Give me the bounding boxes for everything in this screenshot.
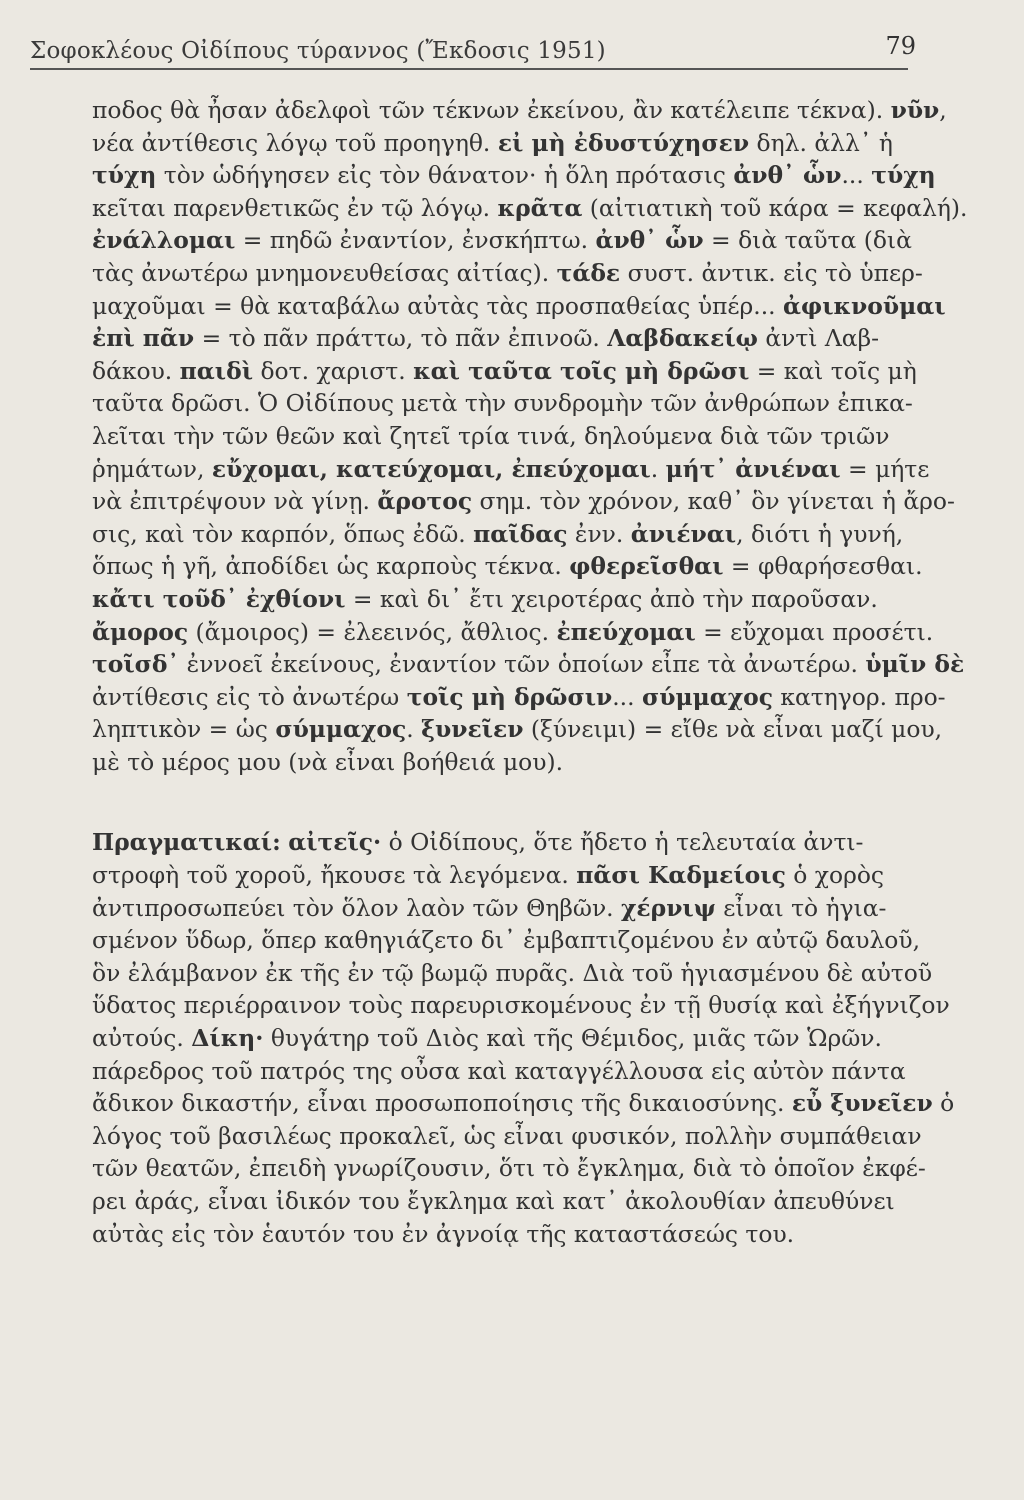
- running-title: Σοφοκλέους Οἰδίπους τύραννος (Ἔκδοσις 1951): [30, 38, 606, 64]
- commentary-paragraph-1: [92, 94, 968, 778]
- text-line: μαχοῦμαι = θὰ καταβάλω αὐτὰς τὰς προσπαθείας ὑπέρ... ἀφικνοῦμαι: [92, 291, 946, 320]
- text-line: μὲ τὸ μέρος μου (νὰ εἶναι βοήθειά μου).: [92, 747, 564, 776]
- text-line: νὰ ἐπιτρέψουν νὰ γίνῃ. ἄροτος σημ. τὸν χρόνον, καθ᾽ ὃν γίνεται ἡ ἄρο-: [92, 487, 955, 516]
- text-line: τοῖσδ᾽ ἐννοεῖ ἐκείνους, ἐναντίον τῶν ὁποίων εἶπε τὰ ἀνωτέρω. ὑμῖν δὲ: [92, 650, 965, 679]
- text-line: ὅπως ἡ γῆ, ἀποδίδει ὡς καρποὺς τέκνα. φθερεῖσθαι = φθαρήσεσθαι.: [92, 552, 923, 581]
- text-line: ρει ἀράς, εἶναι ἰδικόν του ἔγκλημα καὶ κατ᾽ ἀκολουθίαν ἀπευθύνει: [92, 1187, 895, 1215]
- text-line: νέα ἀντίθεσις λόγῳ τοῦ προηγηθ. εἰ μὴ ἐδυστύχησεν δηλ. ἀλλ᾽ ἡ: [92, 128, 893, 157]
- commentary-paragraph-2: [92, 826, 955, 1250]
- text-line: σμένον ὕδωρ, ὅπερ καθηγιάζετο δι᾽ ἐμβαπτιζομένου ἐν αὐτῷ δαυλοῦ,: [92, 926, 921, 955]
- text-line: τῶν θεατῶν, ἐπειδὴ γνωρίζουσιν, ὅτι τὸ ἔγκλημα, διὰ τὸ ὁποῖον ἐκφέ-: [92, 1154, 926, 1183]
- text-line: λεῖται τὴν τῶν θεῶν καὶ ζητεῖ τρία τινά, δηλούμενα διὰ τῶν τριῶν: [92, 421, 890, 450]
- text-line: τύχη τὸν ὡδήγησεν εἰς τὸν θάνατον· ἡ ὅλη πρότασις ἀνθ᾽ ὧν... τύχη: [92, 161, 936, 190]
- page-number: 79: [885, 32, 916, 60]
- text-line: λόγος τοῦ βασιλέως προκαλεῖ, ὡς εἶναι φυσικόν, πολλὴν συμπάθειαν: [92, 1121, 922, 1150]
- text-line: ληπτικὸν = ὡς σύμμαχος. ξυνεῖεν (ξύνειμι) = εἴθε νὰ εἶναι μαζί μου,: [92, 715, 943, 744]
- text-line: αὐτούς. Δίκη· θυγάτηρ τοῦ Διὸς καὶ τῆς Θέμιδος, μιᾶς τῶν Ὡρῶν.: [92, 1024, 882, 1053]
- text-line: ἀντιπροσωπεύει τὸν ὅλον λαὸν τῶν Θηβῶν. χέρνιψ εἶναι τὸ ἡγια-: [92, 893, 887, 922]
- text-line: αὐτὰς εἰς τὸν ἑαυτόν του ἐν ἀγνοίᾳ τῆς καταστάσεώς του.: [92, 1219, 795, 1248]
- commentary-text: [92, 94, 968, 1250]
- text-line: ἀντίθεσις εἰς τὸ ἀνωτέρω τοῖς μὴ δρῶσιν... σύμμαχος κατηγορ. προ-: [92, 682, 946, 711]
- text-line: πάρεδρος τοῦ πατρός της οὖσα καὶ καταγγέλλουσα εἰς αὐτὸν πάντα: [92, 1056, 906, 1085]
- text-line: στροφὴ τοῦ χοροῦ, ἤκουσε τὰ λεγόμενα. πᾶσι Καδμείοις ὁ χορὸς: [92, 861, 885, 890]
- text-line: ὃν ἐλάμβανον ἐκ τῆς ἐν τῷ βωμῷ πυρᾶς. Διὰ τοῦ ἡγιασμένου δὲ αὐτοῦ: [92, 958, 933, 987]
- text-line: τὰς ἀνωτέρω μνημονευθείσας αἰτίας). τάδε συστ. ἀντικ. εἰς τὸ ὑπερ-: [92, 258, 923, 287]
- text-line: ἄμορος (ἄμοιρος) = ἐλεεινός, ἄθλιος. ἐπεύχομαι = εὔχομαι προσέτι.: [92, 617, 934, 646]
- page-header: [30, 28, 916, 70]
- text-line: ἄδικον δικαστήν, εἶναι προσωποποίησις τῆς δικαιοσύνης. εὖ ξυνεῖεν ὁ: [92, 1089, 955, 1118]
- text-line: Πραγματικαί: αἰτεῖς· ὁ Οἰδίπους, ὅτε ἤδετο ἡ τελευταία ἀντι-: [92, 828, 864, 857]
- text-line: ἐνάλλομαι = πηδῶ ἐναντίον, ἐνσκήπτω. ἀνθ᾽ ὧν = διὰ ταῦτα (διὰ: [92, 226, 912, 255]
- text-line: ὕδατος περιέρραινον τοὺς παρευρισκομένους ἐν τῇ θυσίᾳ καὶ ἐξήγνιζον: [92, 991, 950, 1020]
- text-line: ταῦτα δρῶσι. Ὁ Οἰδίπους μετὰ τὴν συνδρομὴν τῶν ἀνθρώπων ἐπικα-: [92, 389, 913, 418]
- text-line: δάκου. παιδὶ δοτ. χαριστ. καὶ ταῦτα τοῖς μὴ δρῶσι = καὶ τοῖς μὴ: [92, 356, 917, 385]
- text-line: ῥημάτων, εὔχομαι, κατεύχομαι, ἐπεύχομαι. μήτ᾽ ἀνιέναι = μήτε: [92, 454, 930, 483]
- text-line: ποδος θὰ ἦσαν ἀδελφοὶ τῶν τέκνων ἐκείνου, ἂν κατέλειπε τέκνα). νῦν,: [92, 96, 947, 124]
- text-line: κεῖται παρενθετικῶς ἐν τῷ λόγῳ. κρᾶτα (αἰτιατικὴ τοῦ κάρα = κεφαλή).: [92, 193, 968, 222]
- text-line: ἐπὶ πᾶν = τὸ πᾶν πράττω, τὸ πᾶν ἐπινοῶ. Λαβδακείῳ ἀντὶ Λαβ-: [92, 324, 880, 353]
- text-line: σις, καὶ τὸν καρπόν, ὅπως ἐδῶ. παῖδας ἐνν. ἀνιέναι, διότι ἡ γυνή,: [92, 519, 904, 548]
- text-line: κἄτι τοῦδ᾽ ἐχθίονι = καὶ δι᾽ ἔτι χειροτέρας ἀπὸ τὴν παροῦσαν.: [92, 584, 878, 613]
